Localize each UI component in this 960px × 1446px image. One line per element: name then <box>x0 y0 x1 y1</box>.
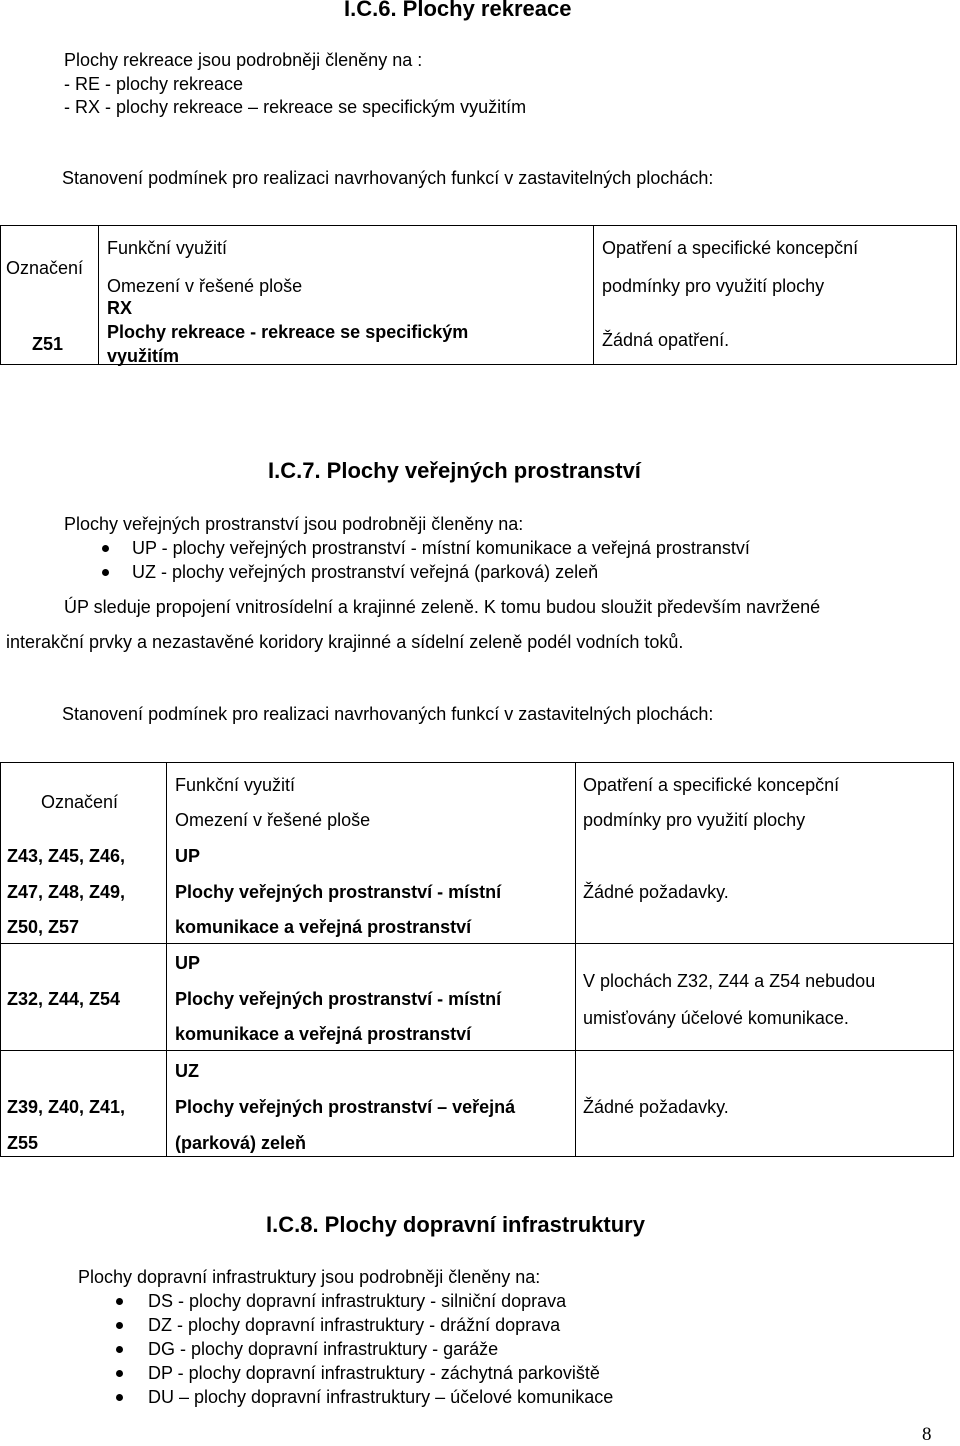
row-code: Z32, Z44, Z54 <box>7 989 121 1009</box>
row-desc: (parková) zeleň <box>175 1133 307 1153</box>
bullet-icon <box>116 1346 123 1353</box>
table2-header-restriction: Omezení v řešené ploše <box>175 810 371 830</box>
section8-bullet-dp: DP - plochy dopravní infrastruktury - záchytná parkoviště <box>148 1363 600 1383</box>
table1-header-restriction: Omezení v řešené ploše <box>107 276 303 296</box>
row-type: UP <box>175 846 201 866</box>
section6-intro: Plochy rekreace jsou podrobněji členěny na : <box>64 50 423 70</box>
section6-conditions-title: Stanovení podmínek pro realizaci navrhovaných funkcí v zastavitelných plochách: <box>62 168 714 188</box>
table1-row-code: Z51 <box>32 334 64 354</box>
row-code: Z47, Z48, Z49, <box>7 882 126 902</box>
table1-header-measures: Opatření a specifické koncepční <box>602 238 859 258</box>
row-measure: Žádné požadavky. <box>583 1097 729 1117</box>
section8-bullet-dz: DZ - plochy dopravní infrastruktury - drážní doprava <box>148 1315 561 1335</box>
row-type: UP <box>175 953 201 973</box>
section-heading-8: I.C.8. Plochy dopravní infrastruktury <box>266 1212 645 1237</box>
row-desc: komunikace a veřejná prostranství <box>175 917 472 937</box>
section7-paragraph: ÚP sleduje propojení vnitrosídelní a krajinné zeleně. K tomu budou sloužit především navržené <box>64 597 821 617</box>
table2-header-conditions: podmínky pro využití plochy <box>583 810 806 830</box>
section7-conditions-title: Stanovení podmínek pro realizaci navrhovaných funkcí v zastavitelných plochách: <box>62 704 714 724</box>
section7-bullet-uz: UZ - plochy veřejných prostranství veřejná (parková) zeleň <box>132 562 599 582</box>
table2-header-function: Funkční využití <box>175 775 296 795</box>
bullet-icon <box>102 545 109 552</box>
table1-row-measure: Žádná opatření. <box>602 330 730 350</box>
row-desc: komunikace a veřejná prostranství <box>175 1024 472 1044</box>
row-code: Z43, Z45, Z46, <box>7 846 126 866</box>
row-desc: Plochy veřejných prostranství – veřejná <box>175 1097 516 1117</box>
section7-intro: Plochy veřejných prostranství jsou podrobněji členěny na: <box>64 514 524 534</box>
section7-paragraph-cont: interakční prvky a nezastavěné koridory krajinné a sídelní zeleně podél vodních toků. <box>6 632 684 652</box>
table2-header-measures: Opatření a specifické koncepční <box>583 775 840 795</box>
section7-bullet-up: UP - plochy veřejných prostranství - místní komunikace a veřejná prostranství <box>132 538 750 558</box>
table1-header-function: Funkční využití <box>107 238 228 258</box>
row-code: Z55 <box>7 1133 39 1153</box>
section8-intro: Plochy dopravní infrastruktury jsou podrobněji členěny na: <box>78 1267 541 1287</box>
row-measure: Žádné požadavky. <box>583 882 729 902</box>
row-desc: Plochy veřejných prostranství - místní <box>175 989 502 1009</box>
row-code: Z50, Z57 <box>7 917 80 937</box>
section-heading-6: I.C.6. Plochy rekreace <box>344 0 572 21</box>
bullet-icon <box>116 1322 123 1329</box>
bullet-icon <box>116 1298 123 1305</box>
table1-row-desc-cont: využitím <box>107 346 180 366</box>
section6-list-item-rx: - RX - plochy rekreace – rekreace se specifickým využitím <box>64 97 527 117</box>
row-measure: umisťovány účelové komunikace. <box>583 1008 849 1028</box>
section8-bullet-ds: DS - plochy dopravní infrastruktury - silniční doprava <box>148 1291 567 1311</box>
bullet-icon <box>116 1394 123 1401</box>
row-measure: V plochách Z32, Z44 a Z54 nebudou <box>583 971 876 991</box>
bullet-icon <box>102 569 109 576</box>
row-code: Z39, Z40, Z41, <box>7 1097 126 1117</box>
table2-header-designation: Označení <box>41 792 119 812</box>
section-heading-7: I.C.7. Plochy veřejných prostranství <box>268 458 641 483</box>
page-number: 8 <box>922 1424 932 1445</box>
table1-row-desc: Plochy rekreace - rekreace se specifickým <box>107 322 469 342</box>
section8-bullet-dg: DG - plochy dopravní infrastruktury - garáže <box>148 1339 499 1359</box>
table1-header-designation: Označení <box>6 258 84 278</box>
row-desc: Plochy veřejných prostranství - místní <box>175 882 502 902</box>
section6-list-item-re: - RE - plochy rekreace <box>64 74 244 94</box>
table1-header-conditions: podmínky pro využití plochy <box>602 276 825 296</box>
table1-row-type: RX <box>107 298 133 318</box>
bullet-icon <box>116 1370 123 1377</box>
row-type: UZ <box>175 1061 199 1081</box>
section8-bullet-du: DU – plochy dopravní infrastruktury – účelové komunikace <box>148 1387 614 1407</box>
